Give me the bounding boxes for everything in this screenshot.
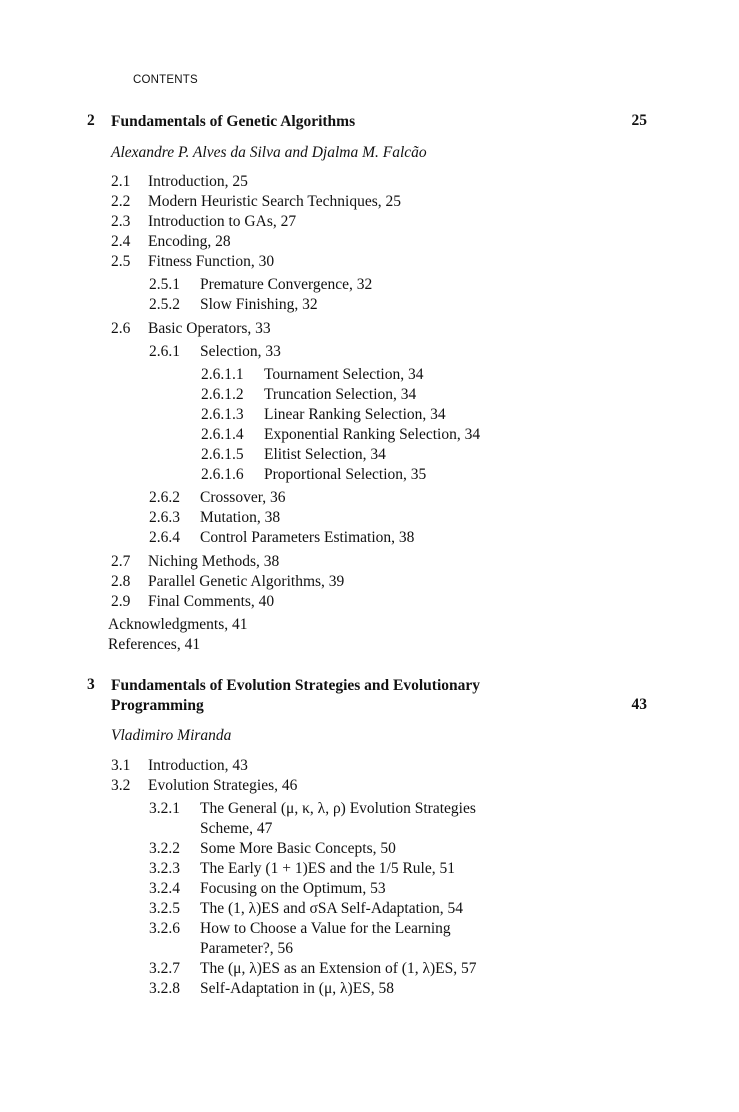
section-number: 2.6.1.4 [201,426,244,443]
section-title-continued: Scheme, 47 [200,820,273,837]
section-number: 3.2.4 [149,880,180,897]
section-title: Focusing on the Optimum, 53 [200,880,386,897]
section-number: 3.2.2 [149,840,180,857]
section-title: Elitist Selection, 34 [264,446,386,463]
section-title: Introduction, 43 [148,757,248,774]
chapter-page-number: 25 [631,112,647,129]
section-title: Parallel Genetic Algorithms, 39 [148,573,345,590]
section-title: The General (μ, κ, λ, ρ) Evolution Strategies [200,800,476,817]
section-title: Niching Methods, 38 [148,553,280,570]
section-number: 2.6 [111,320,131,337]
section-title: Introduction to GAs, 27 [148,213,297,230]
section-number: 2.6.1.1 [201,366,244,383]
section-title: Introduction, 25 [148,173,248,190]
section-number: 2.9 [111,593,131,610]
section-title: The Early (1 + 1)ES and the 1/5 Rule, 51 [200,860,455,877]
section-number: 2.3 [111,213,131,230]
section-title: Fitness Function, 30 [148,253,275,270]
section-title: The (μ, λ)ES as an Extension of (1, λ)ES, 57 [200,960,477,977]
section-number: 2.5 [111,253,131,270]
section-number: 2.6.1.2 [201,386,244,403]
chapter-page-number: 43 [631,696,647,713]
chapter-title-line-1[interactable]: Fundamentals of Evolution Strategies and Evolutionary [111,677,481,694]
section-title-continued: Parameter?, 56 [200,940,293,957]
section-title: Selection, 33 [200,343,281,360]
section-number: 3.2.7 [149,960,180,977]
section-title: Tournament Selection, 34 [264,366,424,383]
section-title: Some More Basic Concepts, 50 [200,840,396,857]
section-number: 2.5.1 [149,276,180,293]
chapter-title-line-2[interactable]: Programming [111,697,204,714]
section-title: How to Choose a Value for the Learning [200,920,451,937]
section-number: 2.2 [111,193,131,210]
chapter-number: 2 [87,112,95,129]
running-head: CONTENTS [133,74,198,86]
section-title: The (1, λ)ES and σSA Self-Adaptation, 54 [200,900,463,917]
section-number: 2.6.1.5 [201,446,244,463]
section-number: 2.6.4 [149,529,180,546]
section-title: Linear Ranking Selection, 34 [264,406,446,423]
section-title: Proportional Selection, 35 [264,466,427,483]
section-title: Evolution Strategies, 46 [148,777,298,794]
section-number: 2.4 [111,233,131,250]
section-title: Premature Convergence, 32 [200,276,373,293]
section-number: 3.2.8 [149,980,180,997]
section-number: 2.6.1.6 [201,466,244,483]
section-number: 3.2.3 [149,860,180,877]
section-number: 2.6.1.3 [201,406,244,423]
chapter-authors: Alexandre P. Alves da Silva and Djalma M. Falcão [111,144,427,161]
section-number: 3.2.1 [149,800,180,817]
section-title: Crossover, 36 [200,489,286,506]
section-number: 2.6.3 [149,509,180,526]
section-number: 2.8 [111,573,131,590]
section-title: Basic Operators, 33 [148,320,271,337]
section-title: Modern Heuristic Search Techniques, 25 [148,193,402,210]
chapter-title[interactable]: Fundamentals of Genetic Algorithms [111,113,356,130]
chapter-authors: Vladimiro Miranda [111,727,232,744]
section-title: Truncation Selection, 34 [264,386,417,403]
section-number: 3.2 [111,777,131,794]
section-title: Exponential Ranking Selection, 34 [264,426,481,443]
section-title: Final Comments, 40 [148,593,275,610]
section-number: 3.2.5 [149,900,180,917]
section-number: 2.6.2 [149,489,180,506]
section-title: Encoding, 28 [148,233,231,250]
section-title: Self-Adaptation in (μ, λ)ES, 58 [200,980,395,997]
references-entry[interactable]: References, 41 [108,636,201,653]
section-title: Control Parameters Estimation, 38 [200,529,415,546]
section-number: 2.6.1 [149,343,180,360]
section-number: 3.1 [111,757,131,774]
section-number: 2.5.2 [149,296,180,313]
acknowledgments-entry[interactable]: Acknowledgments, 41 [108,616,248,633]
chapter-number: 3 [87,676,95,693]
section-number: 2.7 [111,553,131,570]
section-title: Mutation, 38 [200,509,281,526]
section-title: Slow Finishing, 32 [200,296,318,313]
section-number: 3.2.6 [149,920,180,937]
section-number: 2.1 [111,173,131,190]
